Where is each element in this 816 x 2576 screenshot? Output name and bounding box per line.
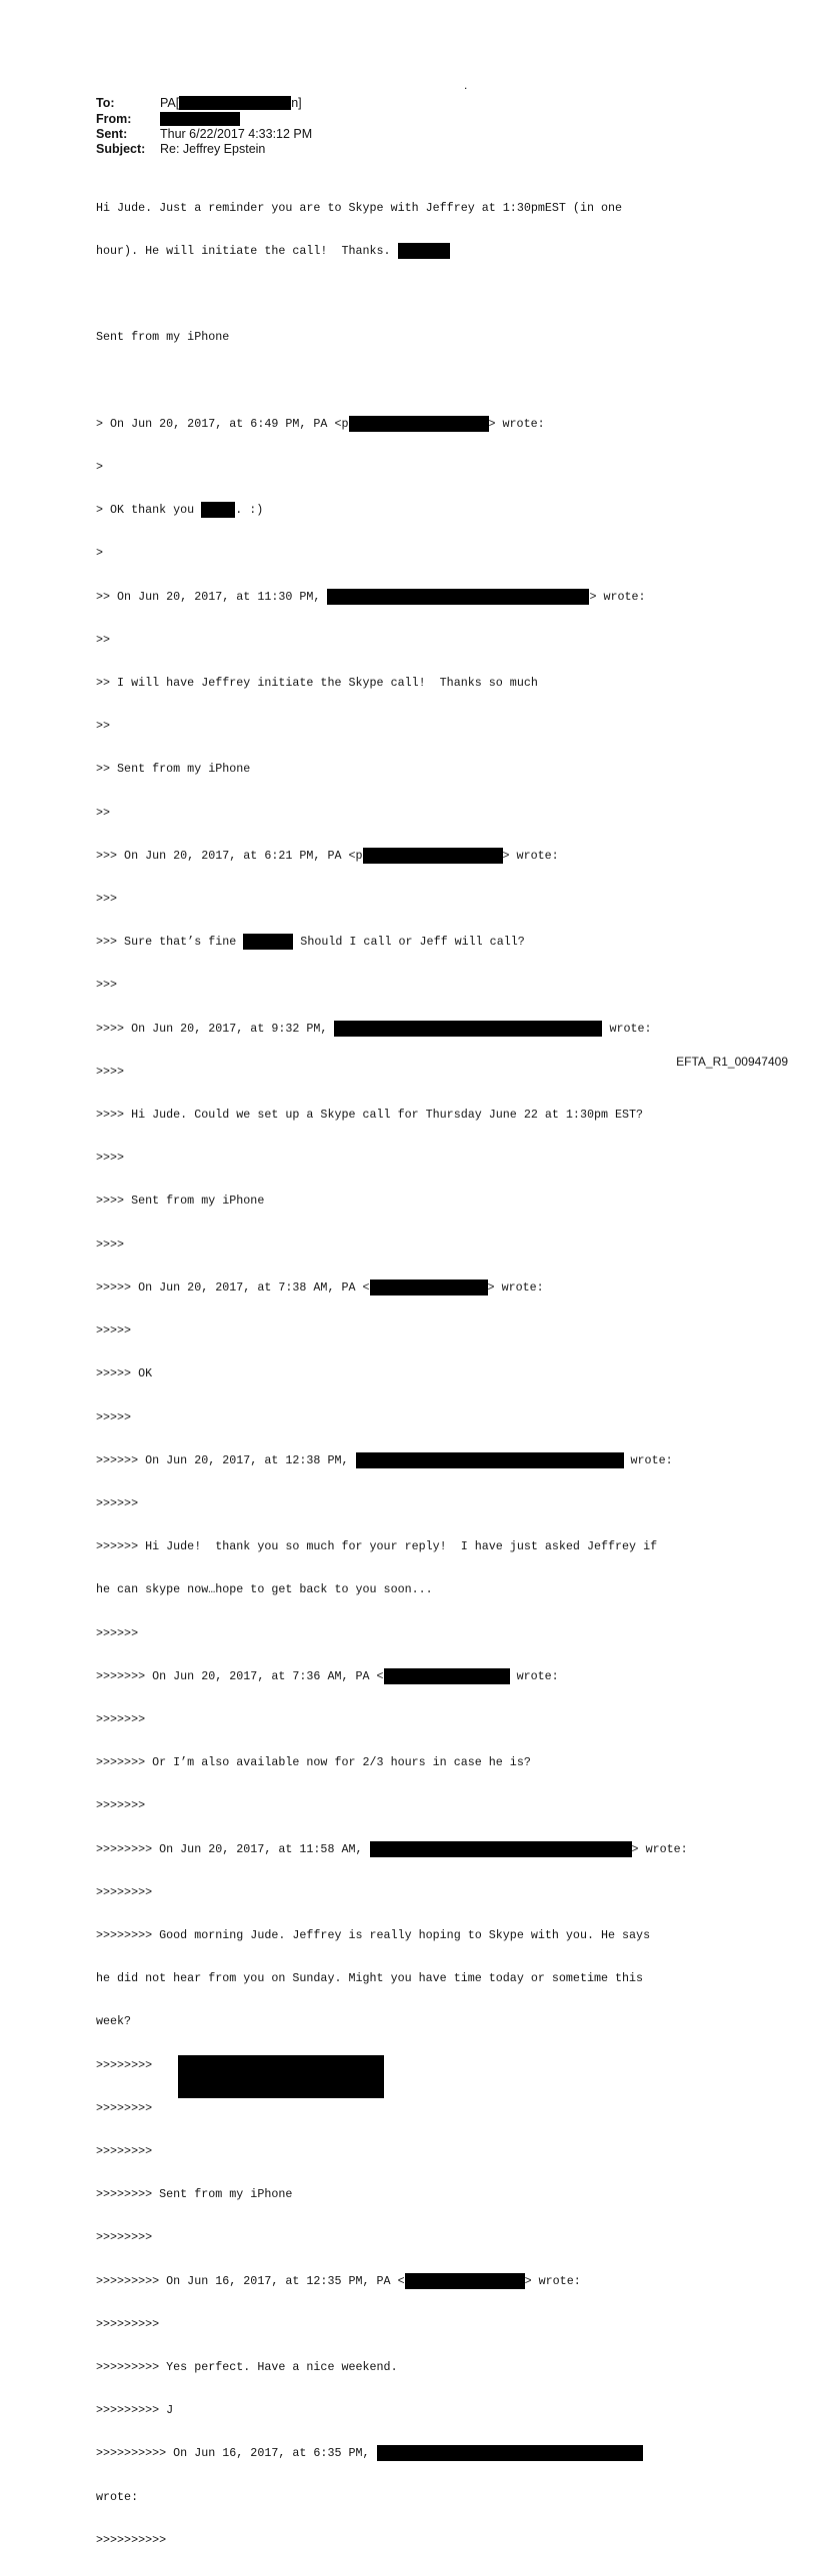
body-text: >>>>	[96, 1151, 125, 1166]
body-text: wrote:	[602, 1021, 652, 1036]
body-text: >>>>>>>> Good morning Jude. Jeffrey is really hoping to Skype with you. He says	[96, 1927, 651, 1942]
body-line	[96, 1885, 736, 1899]
body-line	[96, 1971, 736, 1985]
to-row	[96, 96, 302, 111]
body-line	[96, 2144, 736, 2158]
body-text: >>>>	[96, 1237, 125, 1252]
body-line	[96, 2058, 736, 2072]
body-text: hour). He will initiate the call! Thanks.	[96, 244, 398, 259]
body-text: >>>>>> Hi Jude! thank you so much for your reply! I have just asked Jeffrey if	[96, 1539, 658, 1554]
redaction-box	[178, 2055, 384, 2098]
body-line	[96, 1582, 736, 1596]
sent-value: Thur 6/22/2017 4:33:12 PM	[160, 127, 313, 141]
body-line	[96, 1281, 736, 1294]
body-text: >>>>>>>>	[96, 1884, 153, 1899]
redaction-box	[384, 1668, 510, 1684]
body-text: >>>>>>>>> Yes perfect. Have a nice weekend.	[96, 2359, 398, 2374]
body-line	[96, 2360, 736, 2374]
body-line	[96, 935, 736, 949]
body-text: >>	[96, 805, 111, 820]
redaction-box	[201, 502, 235, 518]
body-line	[96, 1194, 736, 1208]
body-line	[96, 1410, 736, 1424]
body-line	[96, 1712, 736, 1726]
body-text: >>	[96, 719, 111, 734]
body-text: >>	[96, 632, 111, 647]
body-text: >>>>>> On Jun 20, 2017, at 12:38 PM,	[96, 1452, 356, 1467]
to-value-end: n]	[291, 96, 302, 110]
to-label: To:	[96, 96, 115, 110]
body-line	[96, 201, 736, 215]
body-text: >>>>>>>>>> On Jun 16, 2017, at 6:35 PM,	[96, 2446, 377, 2461]
body-text: >> Sent from my iPhone	[96, 762, 251, 777]
body-line	[96, 806, 736, 820]
body-line	[96, 460, 736, 474]
body-text: >>>>> OK	[96, 1366, 153, 1381]
body-text: >>>> Hi Jude. Could we set up a Skype call for Thursday June 22 at 1:30pm EST?	[96, 1108, 644, 1123]
body-line	[96, 1798, 736, 1812]
body-line	[96, 330, 736, 344]
body-text: >>>> Sent from my iPhone	[96, 1194, 265, 1209]
body-line	[96, 546, 736, 560]
body-line	[96, 244, 736, 258]
sent-row	[96, 127, 312, 142]
redaction-box	[377, 2445, 643, 2461]
body-text: >>>>>>>>	[96, 2057, 160, 2072]
body-text: > OK thank you	[96, 503, 202, 518]
body-text: week?	[96, 2014, 132, 2029]
body-line	[96, 2274, 736, 2288]
body-line	[96, 1539, 736, 1553]
body-line	[96, 1453, 736, 1467]
body-text: >>>>>>>	[96, 1711, 146, 1726]
body-text: >>>	[96, 978, 118, 993]
redaction-box	[334, 1021, 602, 1037]
redaction-box	[398, 243, 450, 259]
body-line	[96, 1842, 736, 1856]
body-text: . :)	[235, 503, 264, 518]
body-line	[96, 1065, 736, 1079]
from-label: From:	[96, 112, 132, 126]
body-line	[96, 762, 736, 776]
body-text: > wrote:	[589, 589, 646, 604]
body-text: wrote:	[509, 1668, 559, 1683]
subject-label: Subject:	[96, 142, 146, 156]
redaction-box	[160, 112, 240, 126]
subject-value: Re: Jeffrey Epstein	[160, 142, 266, 156]
body-line	[96, 2230, 736, 2244]
body-text: > wrote:	[631, 1841, 688, 1856]
body-text: >>>>> On Jun 20, 2017, at 7:38 AM, PA <	[96, 1280, 370, 1294]
body-text: >>>>>>	[96, 1625, 139, 1640]
body-text: >>>>>>>> On Jun 20, 2017, at 11:58 AM,	[96, 1841, 370, 1856]
body-text: wrote:	[623, 1452, 673, 1467]
redaction-box	[363, 848, 503, 864]
body-text: > wrote:	[524, 2273, 581, 2288]
body-text: > On Jun 20, 2017, at 6:49 PM, PA <p	[96, 416, 349, 431]
body-line	[96, 2490, 736, 2504]
body-line	[96, 719, 736, 733]
body-text: Sent from my iPhone	[96, 330, 230, 345]
body-line	[96, 1626, 736, 1640]
body-line	[96, 2101, 736, 2115]
body-text: >>>>>>>>>	[96, 2316, 160, 2331]
body-text: >>>>>	[96, 1323, 132, 1338]
body-line	[96, 590, 736, 604]
body-text: >>> Sure that’s fine	[96, 935, 244, 950]
body-text: > wrote:	[487, 1280, 544, 1294]
body-line	[96, 2533, 736, 2547]
body-line	[96, 978, 736, 992]
redaction-box	[405, 2273, 525, 2289]
body-text: > wrote:	[488, 416, 545, 431]
body-text: >>>>>>>> Sent from my iPhone	[96, 2187, 293, 2202]
body-line	[96, 1496, 736, 1510]
body-text: >>> On Jun 20, 2017, at 6:21 PM, PA <p	[96, 848, 363, 863]
body-text: >>>>>>> On Jun 20, 2017, at 7:36 AM, PA <	[96, 1668, 384, 1683]
body-text: he did not hear from you on Sunday. Might you have time today or sometime this	[96, 1971, 644, 1986]
body-text: >	[96, 460, 104, 475]
body-line	[96, 1238, 736, 1252]
body-text: >>>>>>	[96, 1495, 139, 1510]
body-text: Should I call or Jeff will call?	[293, 935, 525, 950]
body-line	[96, 1022, 736, 1036]
body-line	[96, 2317, 736, 2331]
body-text: Hi Jude. Just a reminder you are to Skype with Jeffrey at 1:30pmEST (in one	[96, 200, 623, 215]
from-row	[96, 112, 240, 127]
body-text: >>>> On Jun 20, 2017, at 9:32 PM,	[96, 1021, 335, 1036]
document-id: EFTA_R1_00947409	[676, 1055, 788, 1069]
body-line	[96, 633, 736, 647]
body-line	[96, 1669, 736, 1683]
body-line	[96, 1323, 736, 1337]
body-text: >>>>>>>>> On Jun 16, 2017, at 12:35 PM, PA <	[96, 2273, 405, 2288]
body-text: >	[96, 546, 104, 561]
redaction-box	[356, 1452, 624, 1468]
body-line	[96, 892, 736, 906]
body-text: >>>>>>>>	[96, 2100, 160, 2115]
redaction-box	[179, 96, 291, 110]
body-line	[96, 849, 736, 863]
body-text: he can skype now…hope to get back to you soon...	[96, 1582, 433, 1597]
redaction-box	[370, 1280, 488, 1295]
body-text: wrote:	[96, 2489, 139, 2504]
body-text: >>>	[96, 892, 118, 907]
redaction-box	[243, 934, 293, 950]
body-line	[96, 676, 736, 690]
body-line	[96, 1928, 736, 1942]
body-text: >>>>>>>>	[96, 2143, 160, 2158]
body-text: >>>>	[96, 1064, 125, 1079]
email-body	[96, 172, 736, 2576]
body-line	[96, 2187, 736, 2201]
body-text: >>>>>>> Or I’m also available now for 2/3 hours in case he is?	[96, 1755, 531, 1770]
body-line	[96, 2014, 736, 2028]
body-line	[96, 503, 736, 517]
subject-row	[96, 142, 265, 157]
sent-label: Sent:	[96, 127, 128, 141]
body-text: >> I will have Jeffrey initiate the Skype call! Thanks so much	[96, 676, 538, 691]
body-text: >>>>>>>	[96, 1798, 146, 1813]
top-mark: .	[464, 78, 468, 92]
body-line	[96, 1108, 736, 1122]
redaction-box	[349, 416, 489, 432]
body-text: >>>>>	[96, 1409, 132, 1424]
redaction-box	[370, 1841, 632, 1857]
redaction-box	[327, 589, 589, 605]
body-line	[96, 417, 736, 431]
body-line	[96, 1366, 736, 1380]
body-line	[96, 1755, 736, 1769]
body-line	[96, 1151, 736, 1165]
body-line	[96, 2403, 736, 2417]
body-text: >>>>>>>>	[96, 2230, 153, 2245]
body-text: >>>>>>>>> J	[96, 2403, 174, 2418]
body-text: >>>>>>>>>>	[96, 2532, 167, 2547]
to-value: PA[	[160, 96, 180, 110]
body-text: > wrote:	[502, 848, 559, 863]
body-line	[96, 2446, 736, 2460]
body-text: >> On Jun 20, 2017, at 11:30 PM,	[96, 589, 328, 604]
